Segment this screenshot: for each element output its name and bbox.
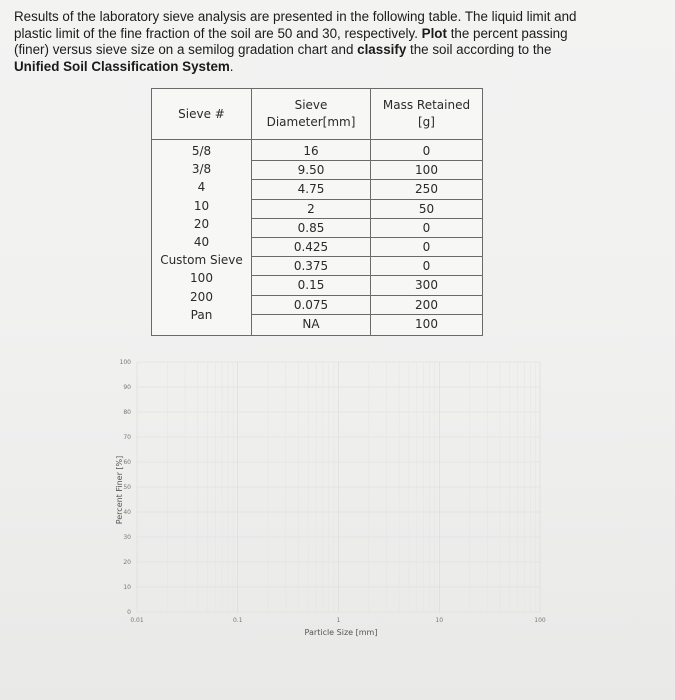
diameter-cell: 0.375 — [252, 257, 370, 276]
prompt-line-3b: the soil according to the — [410, 42, 552, 57]
sieve-cell: 4 — [197, 180, 206, 195]
y-tick-label: 0 — [127, 609, 131, 616]
mass-cell: 100 — [371, 161, 482, 180]
sieve-cell: 20 — [193, 216, 210, 231]
diameter-cell: 0.425 — [252, 238, 370, 257]
x-tick-label: 100 — [534, 617, 546, 624]
prompt-period: . — [229, 58, 234, 74]
x-axis-label: Particle Size [mm] — [304, 628, 378, 637]
y-tick-label: 40 — [123, 509, 131, 516]
y-tick-label: 90 — [123, 384, 131, 391]
mass-cell: 250 — [371, 180, 482, 199]
y-tick-label: 100 — [119, 359, 131, 366]
x-tick-label: 0.1 — [232, 617, 243, 624]
diameter-cell: NA — [302, 316, 320, 331]
y-tick-label: 80 — [123, 409, 131, 416]
sieve-analysis-table — [151, 88, 483, 336]
mass-cell: 100 — [415, 316, 438, 331]
table-header-row — [152, 89, 483, 140]
y-tick-label: 70 — [123, 434, 131, 441]
y-tick-label: 10 — [123, 584, 131, 591]
sieve-cell: 100 — [190, 271, 213, 286]
y-tick-label: 30 — [123, 534, 131, 541]
mass-cell: 0 — [371, 257, 482, 276]
problem-statement — [14, 9, 626, 75]
header-sieve-diameter: Sieve Diameter[mm] — [252, 89, 371, 140]
gradation-chart — [0, 340, 675, 660]
prompt-line-2-rest: the percent passing — [450, 25, 568, 41]
prompt-classify-word: classify — [357, 42, 407, 57]
diameter-cell: 0.075 — [252, 296, 370, 315]
x-tick-label: 0.01 — [130, 617, 144, 624]
diameter-column — [252, 140, 371, 336]
mass-cell: 0 — [371, 219, 482, 238]
diameter-cell: 16 — [252, 142, 370, 161]
sieve-cell: 3/8 — [191, 162, 212, 177]
prompt-line-1: Results of the laboratory sieve analysis are presented in the following table. The liquid limit and — [14, 9, 577, 24]
mass-cell: 0 — [371, 238, 482, 257]
y-tick-label: 20 — [123, 559, 131, 566]
y-axis-label: Percent Finer [%] — [115, 455, 124, 525]
sieve-cell: 200 — [190, 289, 213, 304]
header-mass-retained: Mass Retained [g] — [371, 89, 483, 140]
header-sieve-number: Sieve # — [152, 89, 252, 140]
y-tick-label: 50 — [123, 484, 131, 491]
mass-cell: 50 — [371, 200, 482, 219]
prompt-plot-word: Plot — [421, 25, 447, 41]
mass-cell: 200 — [371, 296, 482, 315]
x-tick-label: 1 — [336, 617, 341, 624]
y-tick-label: 60 — [123, 459, 131, 466]
prompt-uscs: Unified Soil Classification System — [14, 58, 230, 74]
x-axis-ticks — [130, 617, 546, 624]
prompt-line-2: plastic limit of the fine fraction of the soil are 50 and 30, respectively. — [14, 25, 418, 41]
mass-column — [371, 140, 483, 336]
diameter-cell: 0.85 — [252, 219, 370, 238]
diameter-cell: 9.50 — [252, 161, 370, 180]
sieve-number-column — [152, 140, 252, 336]
diameter-cell: 0.15 — [252, 276, 370, 295]
chart-grid — [137, 362, 540, 612]
sieve-cell: 5/8 — [191, 144, 212, 158]
diameter-cell: 4.75 — [252, 180, 370, 199]
sieve-cell: 40 — [193, 234, 210, 249]
diameter-cell: 2 — [252, 200, 370, 219]
sieve-cell: Custom Sieve — [160, 253, 243, 268]
x-tick-label: 10 — [435, 617, 444, 624]
sieve-cell: 10 — [193, 198, 210, 213]
prompt-line-3a: (finer) versus sieve size on a semilog gradation chart and — [14, 42, 354, 57]
table-body-row — [152, 140, 483, 336]
mass-cell: 0 — [371, 142, 482, 161]
sieve-cell: Pan — [190, 307, 213, 322]
mass-cell: 300 — [371, 276, 482, 295]
